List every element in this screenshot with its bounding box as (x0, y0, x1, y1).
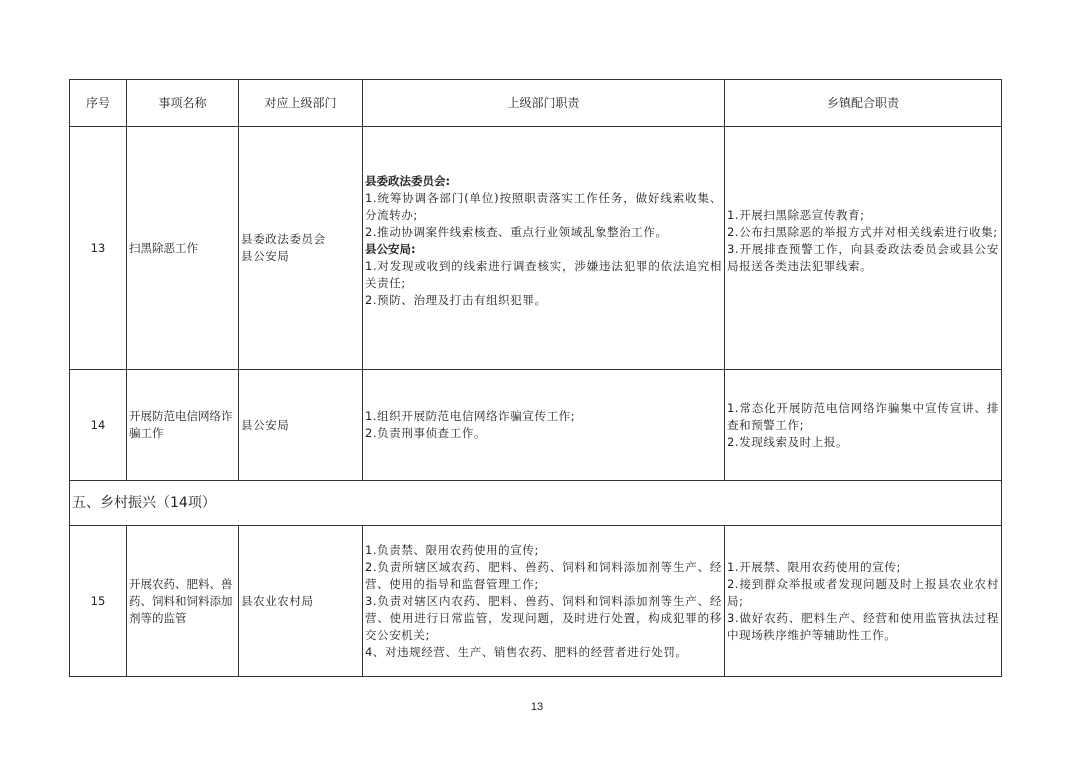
duty-line: 2.发现线索及时上报。 (727, 434, 849, 449)
table-row (70, 127, 1002, 370)
dept-line: 县农业农村局 (241, 593, 314, 608)
duty-heading: 县公安局: (365, 242, 416, 256)
duty-line: 2.接到群众举报或者发现问题及时上报县农业农村局; (727, 576, 999, 608)
duty-line: 1.组织开展防范电信网络诈骗宣传工作; (365, 409, 576, 423)
upper-duty-cell (363, 526, 725, 677)
duty-heading: 县委政法委员会: (365, 174, 451, 188)
upper-duty-cell (363, 127, 725, 370)
dept-line: 县公安局 (241, 417, 290, 432)
item-name: 扫黑除恶工作 (127, 127, 239, 370)
duty-line: 2.负责所辖区域农药、肥料、兽药、饲料和饲料添加剂等生产、经营、使用的指导和监督管理工作; (365, 559, 722, 591)
dept-line: 县委政法委员会 (241, 232, 326, 246)
row-number: 13 (70, 127, 127, 370)
duty-line: 3.负责对辖区内农药、肥料、兽药、饲料和饲料添加剂等生产、经营、使用进行日常监管，发现问题，及时进行处置，构成犯罪的移交公安机关; (365, 593, 722, 642)
duty-line: 2.公布扫黑除恶的举报方式并对相关线索进行收集; (727, 225, 998, 239)
town-duty-cell (725, 127, 1002, 370)
header-upper-dept: 对应上级部门 (239, 80, 363, 127)
upper-dept (239, 526, 363, 677)
header-town-duty: 乡镇配合职责 (725, 80, 1002, 127)
town-duty-cell (725, 526, 1002, 677)
duty-table (69, 79, 1002, 677)
upper-dept (239, 127, 363, 370)
town-duty-cell (725, 370, 1002, 481)
header-upper-duty: 上级部门职责 (363, 80, 725, 127)
row-number: 15 (70, 526, 127, 677)
dept-line: 县公安局 (241, 249, 290, 263)
duty-line: 1.常态化开展防范电信网络诈骗集中宣传宣讲、排查和预警工作; (727, 400, 999, 432)
duty-line: 1.开展禁、限用农药使用的宣传; (727, 559, 901, 574)
duty-line: 2.预防、治理及打击有组织犯罪。 (365, 293, 547, 307)
duty-line: 3.开展排查预警工作，向县委政法委员会或县公安局报送各类违法犯罪线索。 (727, 242, 999, 273)
duty-line: 3.做好农药、肥料生产、经营和使用监管执法过程中现场秩序维护等辅助性工作。 (727, 610, 999, 642)
page-number: 13 (530, 701, 544, 713)
header-item-name: 事项名称 (127, 80, 239, 127)
duty-line: 2.推动协调案件线索核查、重点行业领域乱象整治工作。 (365, 225, 668, 239)
section-row (70, 481, 1002, 526)
table-row (70, 526, 1002, 677)
item-name: 开展防范电信网络诈骗工作 (127, 370, 239, 481)
header-no: 序号 (70, 80, 127, 127)
duty-line: 1.统筹协调各部门(单位)按照职责落实工作任务，做好线索收集、分流转办; (365, 191, 722, 222)
section-title: 五、乡村振兴（14项） (70, 481, 1002, 526)
duty-line: 1.开展扫黑除恶宣传教育; (727, 208, 865, 222)
duty-line: 4、对违规经营、生产、销售农药、肥料的经营者进行处罚。 (365, 644, 688, 659)
upper-duty-cell (363, 370, 725, 481)
duty-line: 1.负责禁、限用农药使用的宣传; (365, 542, 539, 557)
table-header-row (70, 80, 1002, 127)
duty-line: 1.对发现或收到的线索进行调查核实，涉嫌违法犯罪的依法追究相关责任; (365, 259, 722, 290)
item-name: 开展农药、肥料、兽药、饲料和饲料添加剂等的监管 (127, 526, 239, 677)
table-row (70, 370, 1002, 481)
row-number: 14 (70, 370, 127, 481)
upper-dept (239, 370, 363, 481)
duty-line: 2.负责刑事侦查工作。 (365, 426, 487, 440)
